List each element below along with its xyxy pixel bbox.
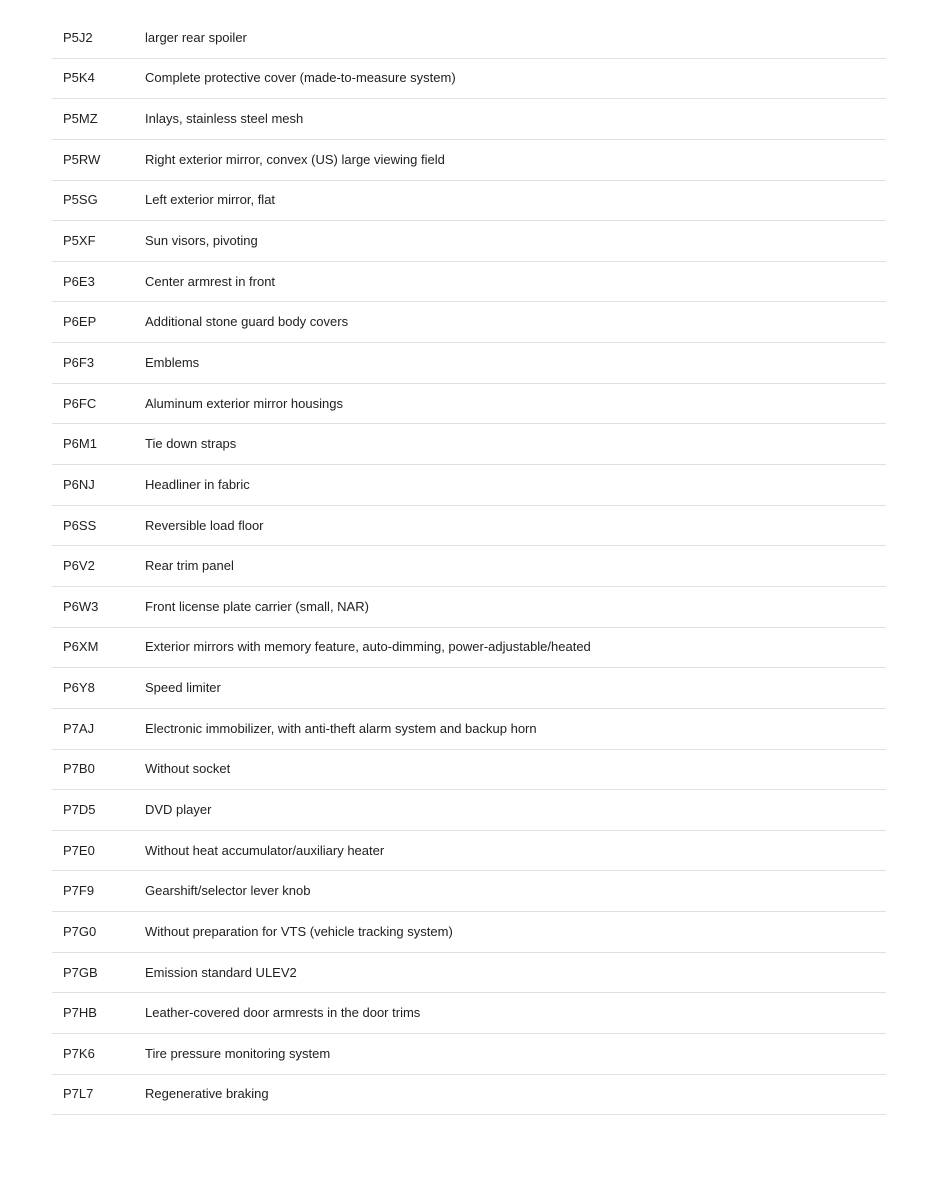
table-row (52, 587, 886, 628)
option-code: P5RW (63, 151, 101, 167)
option-code: P6E3 (63, 273, 95, 289)
option-description: Additional stone guard body covers (145, 314, 349, 330)
table-row (52, 628, 886, 669)
table-row (52, 140, 886, 181)
option-code: P5MZ (63, 111, 98, 127)
option-code: P6EP (63, 314, 97, 330)
option-description: Center armrest in front (145, 273, 276, 289)
option-description: Regenerative braking (145, 1086, 269, 1102)
option-code: P7B0 (63, 761, 95, 777)
option-description: Tie down straps (145, 436, 237, 452)
table-row (52, 546, 886, 587)
option-description: Speed limiter (145, 680, 221, 696)
option-code: P6Y8 (63, 680, 95, 696)
option-description: Reversible load floor (145, 517, 264, 533)
option-code: P6XM (63, 639, 99, 655)
option-description: Without heat accumulator/auxiliary heater (145, 842, 385, 858)
table-row (52, 993, 886, 1034)
option-description: Rear trim panel (145, 558, 234, 574)
option-code: P6V2 (63, 558, 95, 574)
option-code: P7D5 (63, 801, 96, 817)
table-row (52, 506, 886, 547)
option-code: P5J2 (63, 29, 93, 45)
option-code: P5SG (63, 192, 98, 208)
table-row (52, 912, 886, 953)
option-description: Right exterior mirror, convex (US) large viewing field (145, 151, 445, 167)
option-description: Without preparation for VTS (vehicle tracking system) (145, 923, 453, 939)
option-code: P6SS (63, 517, 97, 533)
option-code: P6W3 (63, 598, 99, 614)
table-row (52, 871, 886, 912)
option-codes-table (52, 18, 886, 1115)
option-description: Emblems (145, 354, 200, 370)
option-code: P5K4 (63, 70, 95, 86)
option-code: P5XF (63, 233, 96, 249)
option-description: Exterior mirrors with memory feature, auto-dimming, power-adjustable/heated (145, 639, 591, 655)
table-row (52, 384, 886, 425)
option-description: Emission standard ULEV2 (145, 964, 297, 980)
option-code: P7GB (63, 964, 98, 980)
option-description: Inlays, stainless steel mesh (145, 111, 304, 127)
option-description: Headliner in fabric (145, 476, 250, 492)
option-description: Electronic immobilizer, with anti-theft alarm system and backup horn (145, 720, 537, 736)
option-description: Left exterior mirror, flat (145, 192, 276, 208)
option-code: P7E0 (63, 842, 95, 858)
table-row (52, 343, 886, 384)
table-row (52, 831, 886, 872)
table-row (52, 302, 886, 343)
option-description: DVD player (145, 801, 212, 817)
table-row (52, 1034, 886, 1075)
option-code: P6NJ (63, 476, 95, 492)
option-code: P6F3 (63, 354, 95, 370)
table-row (52, 953, 886, 994)
table-row (52, 262, 886, 303)
option-description: Without socket (145, 761, 231, 777)
table-row (52, 465, 886, 506)
table-row (52, 99, 886, 140)
option-code: P6M1 (63, 436, 97, 452)
option-description: Leather-covered door armrests in the door trims (145, 1005, 421, 1021)
table-row (52, 750, 886, 791)
option-code: P6FC (63, 395, 97, 411)
option-description: Aluminum exterior mirror housings (145, 395, 343, 411)
table-row (52, 18, 886, 59)
table-row (52, 424, 886, 465)
option-description: Tire pressure monitoring system (145, 1045, 331, 1061)
option-code: P7HB (63, 1005, 97, 1021)
table-row (52, 709, 886, 750)
table-row (52, 181, 886, 222)
option-description: Gearshift/selector lever knob (145, 883, 311, 899)
option-description: Complete protective cover (made-to-measure system) (145, 70, 456, 86)
table-row (52, 59, 886, 100)
table-row (52, 790, 886, 831)
option-description: Sun visors, pivoting (145, 233, 258, 249)
option-description: Front license plate carrier (small, NAR) (145, 598, 369, 614)
option-code: P7L7 (63, 1086, 94, 1102)
option-code: P7AJ (63, 720, 95, 736)
option-code: P7K6 (63, 1045, 95, 1061)
option-description: larger rear spoiler (145, 29, 247, 45)
table-row (52, 1075, 886, 1116)
table-row (52, 668, 886, 709)
table-row (52, 221, 886, 262)
option-code: P7F9 (63, 883, 95, 899)
option-code: P7G0 (63, 923, 97, 939)
